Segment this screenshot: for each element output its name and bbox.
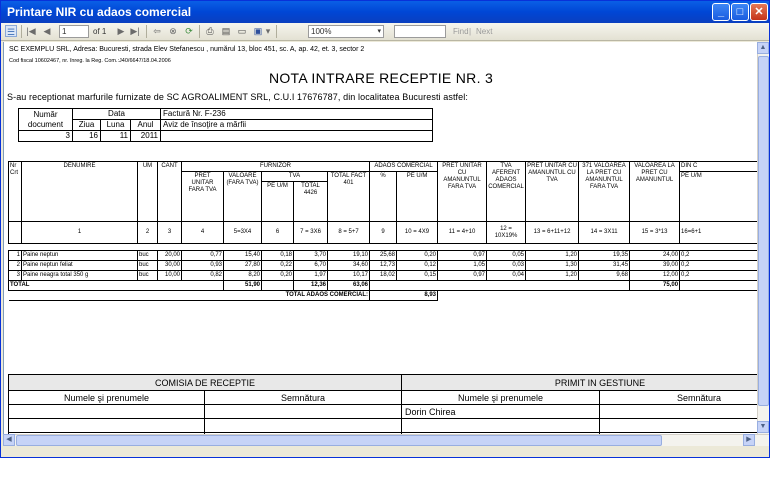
maximize-button[interactable]: □ — [731, 3, 749, 21]
report-toolbar — [1, 23, 769, 41]
report-viewport[interactable] — [3, 42, 757, 434]
row-valoarea: 24,00 — [630, 251, 680, 261]
row-valoare-371: 31,45 — [579, 261, 630, 271]
row-pret-amanunt: 1,05 — [438, 261, 487, 271]
row-pret-amanunt: 0,97 — [438, 271, 487, 281]
print-layout-icon[interactable]: ▤ — [221, 26, 231, 36]
formula-cell: 16=6+1 — [680, 222, 757, 244]
row-tva-um: 0,18 — [262, 251, 294, 261]
formula-cell: 7 = 3X6 — [294, 222, 328, 244]
row-denumire: Paine neptun — [22, 251, 138, 261]
row-valoarea: 39,00 — [630, 261, 680, 271]
row-pret-amanunt: 0,97 — [438, 251, 487, 261]
row-tva-total: 3,70 — [294, 251, 328, 261]
vertical-scroll-thumb[interactable] — [758, 56, 769, 406]
primit-heading: PRIMIT IN GESTIUNE — [402, 375, 758, 391]
row-pret-unitar: 0,82 — [182, 271, 224, 281]
row-din: 0,2 — [680, 251, 757, 261]
primit-nume-label: Numele şi prenumele — [402, 391, 600, 405]
toolbar-separator — [199, 25, 200, 38]
refresh-icon[interactable]: ⟳ — [185, 26, 193, 36]
empty-cell — [680, 281, 757, 291]
horizontal-scroll-thumb[interactable] — [16, 435, 662, 446]
col-header-371: 371 VALOAREA LA PRET CU AMANUNTUL FARA TVA — [579, 162, 630, 222]
ziua-value: 16 — [73, 131, 101, 142]
row-nr: 2 — [9, 261, 22, 271]
row-denumire: Paine neptun feliat — [22, 261, 138, 271]
row-adaos-um: 0,20 — [397, 251, 438, 261]
formula-cell: 12 = 10X19% — [487, 222, 526, 244]
scroll-down-icon[interactable]: ▼ — [757, 421, 769, 433]
empty-cell — [161, 131, 433, 142]
page-number-input[interactable]: 1 — [59, 25, 89, 38]
row-tva-aferent: 0,05 — [487, 251, 526, 261]
col-header-um: UM — [138, 162, 158, 222]
find-separator: | — [469, 27, 472, 36]
formula-cell: 14 = 3X11 — [579, 222, 630, 244]
row-pret-cu-tva: 1,30 — [526, 261, 579, 271]
row-valoarea: 12,00 — [630, 271, 680, 281]
col-header-tva-aferent: TVA AFERENT ADAOS COMERCIAL — [487, 162, 526, 222]
col-header-nr: Nr Crt — [9, 162, 22, 222]
row-pret-cu-tva: 1,20 — [526, 271, 579, 281]
empty-cell — [438, 291, 757, 301]
signature-cell — [600, 405, 758, 419]
total-adaos-value: 8,93 — [370, 291, 438, 301]
row-nr: 1 — [9, 251, 22, 261]
row-din: 0,2 — [680, 271, 757, 281]
comisia-heading: COMISIA DE RECEPTIE — [9, 375, 402, 391]
formula-cell: 3 — [158, 222, 182, 244]
total-adaos-row — [9, 291, 758, 301]
intro-text: S-au receptionat marfurile furnizate de SC AGROALIMENT SRL, C.U.I 17676787, din localitatea Bucuresti astfel: — [7, 92, 468, 102]
page-setup-icon[interactable]: ▭ — [237, 26, 247, 36]
total-valoare: 51,90 — [224, 281, 262, 291]
row-valoare-371: 9,68 — [579, 271, 630, 281]
col-header-valoarea: VALOAREA LA PRET CU AMANUNTUL — [630, 162, 680, 222]
row-nr: 3 — [9, 271, 22, 281]
signature-section — [8, 374, 757, 434]
row-cant: 30,00 — [158, 261, 182, 271]
items-table-wrapper — [8, 161, 757, 301]
previous-page-icon[interactable]: ◀ — [43, 26, 51, 36]
aviz-text: Aviz de însoţire a mărfii — [161, 120, 433, 131]
stop-icon[interactable]: ⊗ — [169, 26, 177, 36]
spacer-row — [9, 244, 758, 251]
print-icon[interactable]: ⎙ — [206, 26, 214, 36]
row-cant: 20,00 — [158, 251, 182, 261]
export-dropdown-icon[interactable]: ▾ — [265, 26, 271, 36]
signature-cell — [402, 419, 600, 433]
signature-cell — [600, 419, 758, 433]
col-header-valoare: VALOARE (FARA TVA) — [224, 172, 262, 222]
formula-cell: 2 — [138, 222, 158, 244]
row-adaos-um: 0,15 — [397, 271, 438, 281]
last-page-icon[interactable]: ▶| — [130, 26, 140, 36]
row-um: buc — [138, 271, 158, 281]
formula-cell: 1 — [22, 222, 138, 244]
row-pret-cu-tva: 1,20 — [526, 251, 579, 261]
col-header-tva-pe-um: PE U/M — [262, 182, 294, 222]
row-tva-aferent: 0,03 — [487, 261, 526, 271]
col-header-adaos-pe-um: PE U/M — [397, 172, 438, 222]
company-line: SC EXEMPLU SRL, Adresa: Bucuresti, strada Elev Stefanescu , numărul 13, bloc 451, sc. A, ap. 42, et. 3, sector 2 — [9, 46, 365, 53]
total-row — [9, 281, 758, 291]
signature-cell — [205, 405, 402, 419]
signature-cell — [9, 419, 205, 433]
col-header-din: DIN C — [680, 162, 757, 172]
scroll-right-icon[interactable]: ▶ — [743, 434, 755, 446]
scroll-left-icon[interactable]: ◀ — [3, 434, 15, 446]
vertical-scrollbar[interactable] — [757, 42, 769, 434]
col-header-adaos: ADAOS COMERCIAL — [370, 162, 438, 172]
total-amanunt: 75,00 — [630, 281, 680, 291]
document-map-icon[interactable]: ☰ — [6, 27, 16, 37]
row-adaos-pct: 25,68 — [370, 251, 397, 261]
total-adaos-label: TOTAL ADAOS COMERCIAL: — [9, 291, 370, 301]
row-total-fact: 19,10 — [328, 251, 370, 261]
numar-value: 3 — [19, 131, 73, 142]
window-title: Printare NIR cu adaos comercial — [7, 5, 192, 19]
toolbar-separator — [146, 25, 147, 38]
total-tva: 12,36 — [294, 281, 328, 291]
formula-cell: 15 = 3*13 — [630, 222, 680, 244]
formula-cell: 8 = 5+7 — [328, 222, 370, 244]
row-denumire: Paine neagra total 350 g — [22, 271, 138, 281]
items-table — [8, 161, 757, 301]
row-tva-um: 0,20 — [262, 271, 294, 281]
find-input[interactable] — [394, 25, 446, 38]
col-header-cant: CANT — [158, 162, 182, 222]
col-header-total-4426: TOTAL 4426 — [294, 182, 328, 222]
row-tva-aferent: 0,04 — [487, 271, 526, 281]
signature-cell — [9, 405, 205, 419]
chevron-down-icon: ▾ — [377, 28, 381, 35]
row-pret-unitar: 0,77 — [182, 251, 224, 261]
document-title: NOTA INTRARE RECEPTIE NR. 3 — [268, 70, 494, 86]
row-tva-total: 6,70 — [294, 261, 328, 271]
row-adaos-pct: 12,73 — [370, 261, 397, 271]
col-header-denumire: DENUMIRE — [22, 162, 138, 222]
formula-cell: 6 — [262, 222, 294, 244]
horizontal-scrollbar[interactable] — [3, 434, 769, 446]
col-header-pret-amanunt: PRET UNITAR CU AMANUNTUL FARA TVA — [438, 162, 487, 222]
comisia-semnatura-label: Semnătura — [205, 391, 402, 405]
anul-value: 2011 — [131, 131, 161, 142]
col-header-din-pe-um: PE U/M — [680, 172, 757, 222]
table-row — [9, 251, 758, 261]
factura-text: Factură Nr. F-236 — [161, 109, 433, 120]
comisia-nume-label: Numele şi prenumele — [9, 391, 205, 405]
gestionar-name: Dorin Chirea — [402, 405, 600, 419]
col-header-furnizor: FURNIZOR — [182, 162, 370, 172]
table-row — [9, 271, 758, 281]
numar-label: Număr document — [19, 109, 73, 131]
page-count: of 1 — [93, 27, 107, 36]
row-total-fact: 34,60 — [328, 261, 370, 271]
col-header-pret-unitar: PRET UNITAR FARA TVA — [182, 172, 224, 222]
ziua-label: Ziua — [73, 120, 101, 131]
back-icon[interactable]: ⇦ — [153, 26, 161, 36]
row-um: buc — [138, 251, 158, 261]
minimize-button[interactable]: _ — [712, 3, 730, 21]
next-link[interactable]: Next — [476, 27, 493, 36]
empty-cell — [370, 281, 630, 291]
title-bar — [1, 1, 769, 23]
luna-label: Luna — [101, 120, 131, 131]
fiscal-line: Cod fiscal 10602467, nr. înreg. la Reg. Com.:J40/6647/18.04.2006 — [9, 58, 171, 64]
row-adaos-pct: 18,02 — [370, 271, 397, 281]
formula-cell: 11 = 4+10 — [438, 222, 487, 244]
row-total-fact: 10,17 — [328, 271, 370, 281]
primit-semnatura-label: Semnătura — [600, 391, 758, 405]
close-button[interactable]: ✕ — [750, 3, 768, 21]
row-valoare: 8,20 — [224, 271, 262, 281]
table-row — [9, 261, 758, 271]
row-valoare: 27,80 — [224, 261, 262, 271]
data-label: Data — [73, 109, 161, 120]
signature-cell — [205, 419, 402, 433]
row-valoare-371: 19,35 — [579, 251, 630, 261]
col-header-pret-cu-tva: PRET UNITAR CU AMANUNTUL CU TVA — [526, 162, 579, 222]
col-header-total-fact: TOTAL FACT 401 — [328, 172, 370, 222]
formula-cell: 4 — [182, 222, 224, 244]
row-cant: 10,00 — [158, 271, 182, 281]
find-link[interactable]: Find — [453, 27, 469, 36]
total-label: TOTAL — [9, 281, 224, 291]
zoom-value: 100% — [311, 27, 332, 36]
row-adaos-um: 0,12 — [397, 261, 438, 271]
col-header-tva: TVA — [262, 172, 328, 182]
formula-cell: 13 = 6+11+12 — [526, 222, 579, 244]
row-din: 0,2 — [680, 261, 757, 271]
empty-cell — [262, 281, 294, 291]
zoom-select[interactable] — [308, 25, 384, 38]
luna-value: 11 — [101, 131, 131, 142]
row-pret-unitar: 0,93 — [182, 261, 224, 271]
formula-cell: 9 — [370, 222, 397, 244]
next-page-icon[interactable]: ▶ — [117, 26, 125, 36]
first-page-icon[interactable]: |◀ — [26, 26, 36, 36]
row-valoare: 15,40 — [224, 251, 262, 261]
col-header-pct: % — [370, 172, 397, 222]
formula-cell: 5=3X4 — [224, 222, 262, 244]
formula-cell — [9, 222, 22, 244]
status-bar — [1, 446, 769, 458]
anul-label: Anul — [131, 120, 161, 131]
toolbar-separator — [276, 25, 277, 38]
document-info-box — [18, 108, 433, 142]
scroll-up-icon[interactable]: ▲ — [757, 42, 769, 54]
row-um: buc — [138, 261, 158, 271]
formula-cell: 10 = 4X9 — [397, 222, 438, 244]
row-tva-total: 1,97 — [294, 271, 328, 281]
row-tva-um: 0,22 — [262, 261, 294, 271]
toolbar-separator — [21, 25, 22, 38]
export-save-icon[interactable]: ▣ — [253, 26, 263, 36]
total-fact: 63,06 — [328, 281, 370, 291]
